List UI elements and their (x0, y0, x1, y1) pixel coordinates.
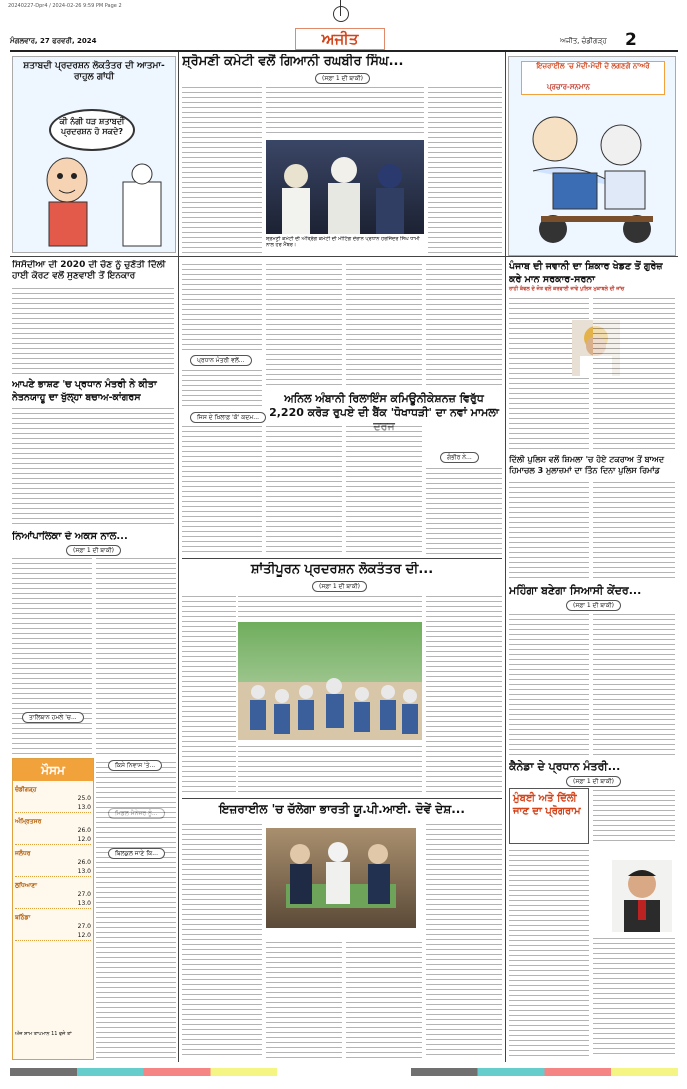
weather-max: 27.0 (77, 923, 91, 930)
tag-taliban: ਤਾਲਿਬਾਨ ਹਮਲੇ 'ਚ... (22, 712, 84, 723)
header-date: ਮੰਗਲਵਾਰ, 27 ਫਰਵਰੀ, 2024 (10, 37, 97, 45)
tag-pm: ਪ੍ਰਧਾਨ ਮੰਤਰੀ ਵਲੋਂ... (190, 355, 252, 366)
mid1-text-1 (266, 424, 342, 556)
weather-city: ਜਲੰਧਰ (15, 850, 31, 857)
colour-bar (10, 1068, 678, 1076)
main-photo (266, 140, 424, 234)
left2-text (12, 406, 174, 526)
page-number: 2 (625, 30, 637, 50)
weather-city: ਲੁਧਿਆਣਾ (15, 882, 37, 889)
left2-headline: ਆਪਣੇ ਭਾਸ਼ਣ 'ਚ ਪ੍ਰਧਾਨ ਮੰਤਰੀ ਨੇ ਕੀਤਾ ਨੇਤਨਯਾਹੂ ਦਾ ਖੁੱਲ੍ਹਾ ਬਚਾਅ-ਕਾਂਗਰਸ (12, 379, 157, 403)
right2-text-1 (509, 480, 589, 580)
weather-min: 13.0 (77, 900, 91, 907)
mid2-photo (238, 622, 422, 740)
mid2-headline: ਸ਼ਾਂਤੀਪੂਰਨ ਪ੍ਰਦਰਸ਼ਨ ਲੋਕਤੰਤਰ ਦੀ... (250, 562, 434, 577)
right3-text-2 (593, 612, 675, 756)
mid1-text-3 (426, 466, 502, 556)
weather-max: 26.0 (77, 827, 91, 834)
main-photo-caption: ਸ਼੍ਰੋਮਣੀ ਕਮੇਟੀ ਦੀ ਅੰਤ੍ਰਿੰਗ ਕਮੇਟੀ ਦੀ ਮੀਟਿੰਗ ਦੌਰਾਨ ਪ੍ਰਧਾਨ ਹਰਜਿੰਦਰ ਸਿੰਘ ਧਾਮੀ ਨਾਲ ਹੋਰ ਮੈਂਬਰ। (266, 236, 420, 248)
mid1-text-2 (346, 424, 422, 556)
right4-headline: ਕੈਨੇਡਾ ਦੇ ਪ੍ਰਧਾਨ ਮੰਤਰੀ... (509, 760, 621, 773)
left3-text-col2 (96, 556, 176, 756)
mid2-text-bottom (238, 744, 422, 794)
right4-kicker: (ਸਫ਼ਾ 1 ਦੀ ਬਾਕੀ) (566, 776, 621, 787)
mid3-text-4 (426, 822, 502, 1058)
mid1-headline: ਅਨਿਲ ਅੰਬਾਨੀ ਰਿਲਾਇੰਸ ਕਮਿਊਨੀਕੇਸ਼ਨਜ਼ ਵਿਰੁੱਧ 2,220 ਕਰੋੜ ਰੁਪਏ ਦੀ ਬੈਂਕ 'ਧੋਖਾਧੜੀ' ਦਾ ਨਵਾਂ ਮਾਮਲਾ (269, 392, 499, 419)
left-lower-text (96, 760, 176, 1060)
weather-row (15, 785, 91, 813)
weather-row (15, 849, 91, 877)
right3-text-1 (509, 612, 589, 756)
header-city: ਅਜੀਤ, ਚੰਡੀਗੜ੍ਹ (560, 37, 607, 45)
weather-city: ਚੰਡੀਗੜ੍ਹ (15, 786, 37, 793)
mid2-kicker: (ਸਫ਼ਾ 1 ਦੀ ਬਾਕੀ) (312, 581, 367, 592)
right2-headline: ਦਿੱਲੀ ਪੁਲਿਸ ਵਲੋਂ ਸ਼ਿਮਲਾ 'ਚ ਹੋਏ ਟਕਰਾਅ ਤੋਂ ਬਾਅਦ ਹਿਮਾਚਲ 3 ਮੁਲਾਜ਼ਮਾਂ ਦਾ ਤਿੰਨ ਦਿਨਾ ਪੁਲਿਸ ਰਿਮਾਂਡ (509, 455, 665, 475)
mid3-text-2 (266, 940, 342, 1058)
mid3-headline: ਇਜ਼ਰਾਈਲ 'ਚ ਚੱਲੇਗਾ ਭਾਰਤੀ ਯੂ.ਪੀ.ਆਈ. ਦੋਵੇਂ ਦੇਸ਼... (219, 802, 465, 816)
mid2-text-3 (426, 594, 502, 794)
main-kicker: (ਸਫ਼ਾ 1 ਦੀ ਬਾਕੀ) (315, 73, 370, 84)
tag-bilkul: ਬਿਲਕੁਲ ਜਾਣੇ ਕਿ... (108, 848, 165, 859)
cartoon-scooter-icon (513, 101, 671, 251)
mid2-text-top (238, 594, 422, 620)
right3-headline: ਮਹਿੰਗਾ ਬਣੇਗਾ ਸਿਆਸੀ ਕੇਂਦਰ... (509, 584, 642, 597)
right1-subhead: ਰਾਹੀ ਕੰਵਲ ਦੇ ਜੋਤ ਵਲੋਂ ਕਰਵਾਈ ਜਾਵੇ ਪੁਲਿਸ ਮੁਕਾਬਲੇ ਦੀ ਜਾਂਚ (509, 286, 625, 292)
weather-row (15, 913, 91, 941)
right4-portrait (612, 860, 672, 932)
mid3-photo (266, 828, 416, 928)
tag-residence: ਕਿਸੇ ਨਿਵਾਸ 'ਤੇ... (108, 760, 162, 771)
weather-min: 12.0 (77, 836, 91, 843)
mid-text-b (182, 368, 262, 408)
left3-headline: ਨਿਆਂਪਾਲਿਕਾ ਦੇ ਅਕਸ ਨਾਲ... (12, 531, 128, 542)
weather-max: 27.0 (77, 891, 91, 898)
right4-text-a (593, 788, 675, 844)
weather-max: 26.0 (77, 859, 91, 866)
cartoon-left (12, 56, 176, 253)
mid-text-f (426, 262, 502, 388)
weather-city: ਬਠਿੰਡਾ (15, 914, 31, 921)
weather-min: 13.0 (77, 804, 91, 811)
cartoon-right-subtitle: ਪ੍ਰਚਾਰ-ਸਨਮਾਨ (547, 83, 590, 91)
weather-min: 12.0 (77, 932, 91, 939)
cartoon-figure-icon (19, 152, 169, 248)
mid-text-d (266, 262, 342, 388)
left3-kicker: (ਸਫ਼ਾ 1 ਦੀ ਬਾਕੀ) (66, 545, 121, 556)
right2-text-2 (593, 480, 675, 580)
divider-top (10, 256, 678, 257)
cartoon-left-title: ਸ਼ਤਾਬਦੀ ਪ੍ਰਦਰਸ਼ਨ ਲੋਕਤੰਤਰ ਦੀ ਆਤਮਾ-ਰਾਹੁਲ ਗਾਂਧੀ (23, 61, 165, 82)
divider-mid (182, 558, 502, 559)
col-rule-2 (505, 52, 506, 1062)
main-headline: ਸ਼੍ਰੋਮਣੀ ਕਮੇਟੀ ਵਲੋਂ ਗਿਆਨੀ ਰਘਬੀਰ ਸਿੰਘ... (182, 54, 404, 69)
masthead: ਅਜੀਤ (295, 28, 385, 50)
right4-box: ਮੁੰਬਈ ਅਤੇ ਦਿੱਲੀ ਜਾਣ ਦਾ ਪ੍ਰੋਗਰਾਮ (509, 788, 589, 844)
weather-max: 25.0 (77, 795, 91, 802)
right1-headline: ਪੰਜਾਬ ਦੀ ਜਵਾਨੀ ਦਾ ਸ਼ਿਕਾਰ ਖੇਡਣ ਤੋਂ ਗੁਰੇਜ਼ ਕਰੇ ਮਾਨ ਸਰਕਾਰ-ਸਰਨਾ (509, 261, 663, 285)
right4-text-b (509, 848, 589, 1058)
weather-city: ਅੰਮ੍ਰਿਤਸਰ (15, 818, 42, 825)
cartoon-right-title: ਇਜ਼ਰਾਈਲ 'ਚ ਮੋਦੀ-ਮੋਦੀ ਦੇ ਲਗਣਗੇ ਨਾਅਰੇ (521, 61, 665, 95)
weather-footer: ਅੱਜ ਸ਼ਾਮ ਤਾਪਮਾਨ 11 ਵਜੇ ਤਾਂ (15, 1031, 72, 1037)
mid3-text-1 (182, 822, 262, 1058)
right4-text-c (593, 936, 675, 1058)
cartoon-right (508, 56, 676, 256)
tag-against: ਜਿਸ ਦੇ ਖ਼ਿਲਾਫ਼ 'ਕੋ' ਕਦਮ... (190, 412, 266, 423)
right1-text-2 (593, 296, 675, 450)
meta-strip: 20240227-Dpr4 / 2024-02-26 9:59 PM Page 2 (8, 3, 122, 9)
mid2-text-1 (182, 594, 236, 794)
left1-headline: ਸਿਸੋਦੀਆ ਦੀ 2020 ਦੀ ਚੋਣ ਨੂੰ ਚੁਣੌਤੀ ਦਿੱਲੀ ਹਾਈ ਕੋਰਟ ਵਲੋਂ ਸੁਣਵਾਈ ਤੋਂ ਇਨਕਾਰ (12, 260, 166, 281)
col-rule-1 (178, 52, 179, 1062)
tag-gambhir: ਗੰਭੀਰ ਨੇ... (440, 452, 479, 463)
weather-min: 13.0 (77, 868, 91, 875)
weather-row (15, 817, 91, 845)
weather-row (15, 881, 91, 909)
main-text-col3 (428, 85, 502, 253)
left1-text (12, 286, 174, 374)
mid-text-c (182, 424, 262, 556)
weather-title: ਮੌਸਮ (13, 759, 93, 781)
register-mark-circle (333, 6, 349, 22)
weather-box (12, 758, 94, 1060)
left3-text-col1 (12, 556, 92, 756)
main-text-top (266, 85, 424, 137)
divider-mid2 (182, 798, 502, 799)
right3-kicker: (ਸਫ਼ਾ 1 ਦੀ ਬਾਕੀ) (566, 600, 621, 611)
speech-bubble: ਕੀ ਨੰਗੀ ਧੜ ਸ਼ਤਾਬਦੀ ਪ੍ਰਦਰਸ਼ਨ ਹੋ ਸਕਦੇ? (49, 109, 135, 151)
mid-text-e (346, 262, 422, 388)
mid-text-a (182, 262, 262, 352)
main-text-col1 (182, 85, 262, 253)
mid3-text-3 (346, 940, 422, 1058)
